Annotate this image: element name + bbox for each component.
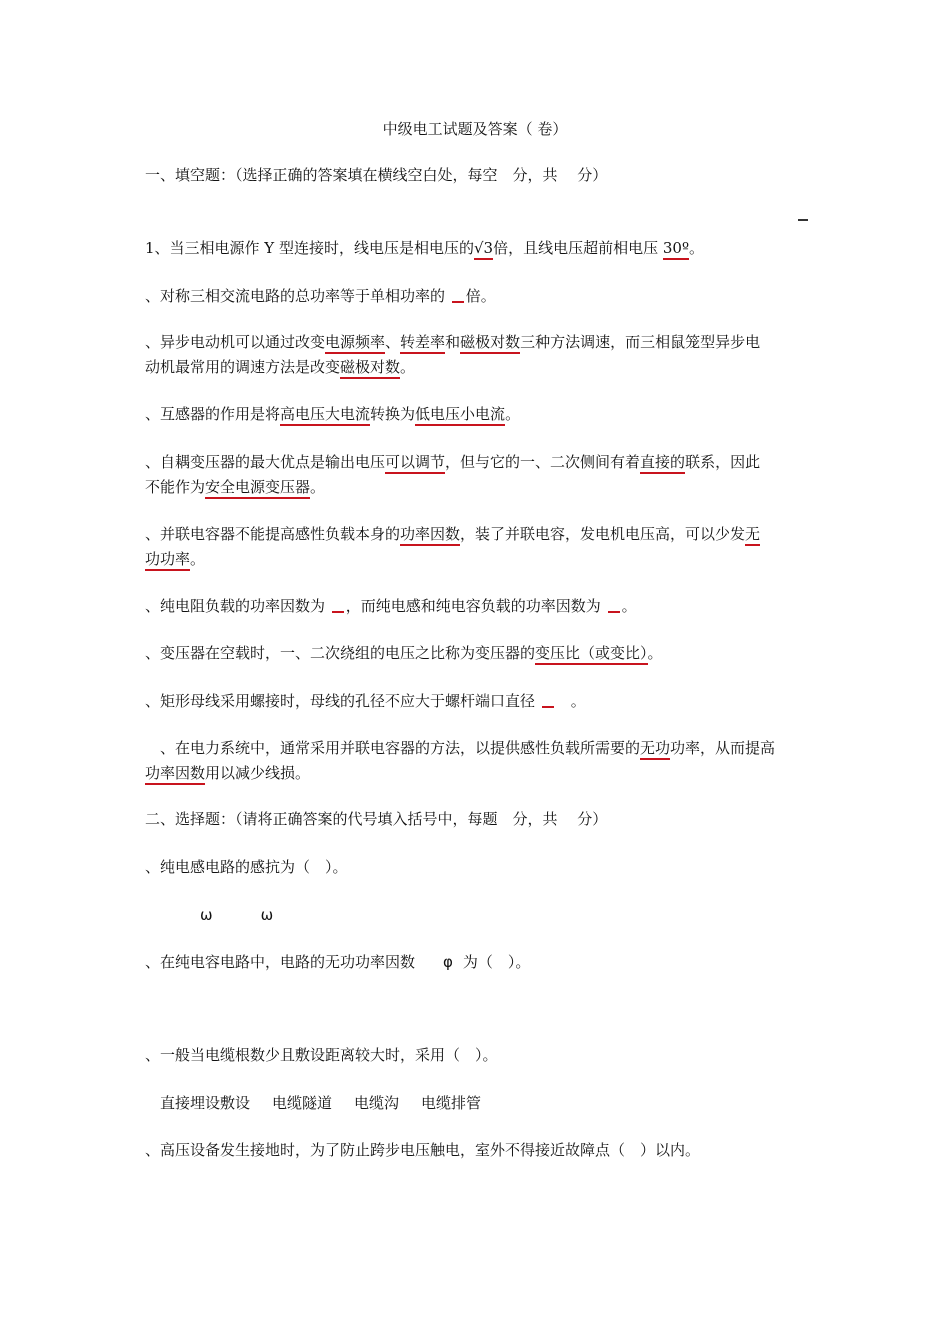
question-4 <box>145 402 810 427</box>
question-2 <box>145 284 810 309</box>
margin-mark <box>798 219 808 221</box>
q3-answer-4: 磁极对数 <box>340 358 400 379</box>
question-8 <box>145 641 810 666</box>
question-1 <box>145 236 810 261</box>
q9-blank <box>542 690 554 708</box>
q2-blank <box>452 285 464 303</box>
question-5 <box>145 450 810 475</box>
q6-text: ，装了并联电容，发电机电压高，可以少发 <box>460 525 746 543</box>
choice-4: 、高压设备发生接地时，为了防止跨步电压触电，室外不得接近故障点（ ）以内。 <box>145 1141 701 1159</box>
q8-text: 、变压器在空载时，一、二次绕组的电压之比称为变压器的 <box>145 644 536 662</box>
phi-symbol: φ <box>443 953 453 971</box>
question-9 <box>145 689 810 714</box>
q1-answer-2: 30º <box>663 239 689 260</box>
section-1-heading: 一、填空题：（选择正确的答案填在横线空白处，每空 分，共 分） <box>145 166 608 184</box>
q10-text: 功率，从而提高 <box>670 739 776 757</box>
question-10-line-2 <box>145 761 810 786</box>
question-3 <box>145 330 810 355</box>
q10-answer-1: 无功 <box>640 739 670 760</box>
q3-text: 、 <box>385 333 401 351</box>
question-5-line-2 <box>145 475 810 500</box>
q3-answer-2: 转差率 <box>400 333 445 354</box>
question-6-line-2 <box>145 547 810 572</box>
q4-answer-2: 低电压小电流 <box>415 405 505 426</box>
question-6 <box>145 522 810 547</box>
q3-text: 动机最常用的调速方法是改变 <box>145 358 341 376</box>
q5-text: ，但与它的一、二次侧间有着 <box>445 453 641 471</box>
question-3-line-2 <box>145 355 810 380</box>
q5-text: 。 <box>310 478 326 496</box>
q5-answer-3: 安全电源变压器 <box>205 478 310 499</box>
q1-answer-1: √3 <box>474 239 493 260</box>
choice-3-option: 直接埋设敷设 <box>160 1094 251 1112</box>
q1-text: 1、当三相电源作 Y 型连接时，线电压是相电压的 <box>145 239 474 257</box>
q1-text: 。 <box>689 239 705 257</box>
q5-answer-2: 直接的 <box>640 453 685 474</box>
q4-text: 转换为 <box>370 405 416 423</box>
q7-text: ，而纯电感和纯电容负载的功率因数为 <box>345 597 606 615</box>
section-2-heading: 二、选择题：（请将正确答案的代号填入括号中，每题 分，共 分） <box>145 810 608 828</box>
q1-text: 倍，且线电压超前相电压 <box>493 239 663 257</box>
q10-text: 用以减少线损。 <box>205 764 311 782</box>
q5-text: 联系，因此 <box>685 453 761 471</box>
choice-2 <box>145 950 810 975</box>
q3-text: 、异步电动机可以通过改变 <box>145 333 326 351</box>
choice-3: 、一般当电缆根数少且敷设距离较大时，采用（ ）。 <box>145 1046 498 1064</box>
q2-text: 、对称三相交流电路的总功率等于单相功率的 <box>145 287 450 305</box>
choice-1-option-1: ω <box>200 906 213 924</box>
q3-answer-3: 磁极对数 <box>460 333 520 354</box>
choice-3-options <box>160 1091 825 1116</box>
q9-text: 、矩形母线采用螺接时，母线的孔径不应大于螺杆端口直径 <box>145 692 540 710</box>
q5-text: 、自耦变压器的最大优点是输出电压 <box>145 453 386 471</box>
q7-blank-2 <box>608 595 620 613</box>
choice-1-option-2: ω <box>260 906 274 924</box>
choice-3-option: 电缆沟 <box>354 1094 400 1112</box>
q2-text: 倍。 <box>465 287 496 305</box>
q10-text: 、在电力系统中，通常采用并联电容器的方法，以提供感性负载所需要的 <box>145 739 641 757</box>
choice-2-text: 、在纯电容电路中，电路的无功功率因数 <box>145 953 416 971</box>
question-7 <box>145 594 810 619</box>
q9-text: 。 <box>555 692 586 710</box>
q3-answer-1: 电源频率 <box>325 333 385 354</box>
q7-text: 、纯电阻负载的功率因数为 <box>145 597 330 615</box>
choice-2-text: 为（ ）。 <box>462 953 531 971</box>
q8-text: 。 <box>647 644 663 662</box>
choice-3-option: 电缆排管 <box>421 1094 482 1112</box>
q3-text: 。 <box>400 358 416 376</box>
q8-answer-1: 变压比（或变比） <box>535 644 648 665</box>
q6-answer-2: 无 <box>745 525 760 546</box>
q10-answer-2: 功率因数 <box>145 764 205 785</box>
q7-blank-1 <box>332 595 344 613</box>
question-10 <box>145 736 810 761</box>
q6-text: 、并联电容器不能提高感性负载本身的 <box>145 525 401 543</box>
q5-text: 不能作为 <box>145 478 206 496</box>
q4-answer-1: 高电压大电流 <box>280 405 370 426</box>
q3-text: 三种方法调速，而三相鼠笼型异步电 <box>520 333 761 351</box>
q6-answer-2-cont: 功功率 <box>145 550 190 571</box>
choice-3-option: 电缆隧道 <box>272 1094 333 1112</box>
q6-text: 。 <box>190 550 206 568</box>
q6-answer-1: 功率因数 <box>400 525 460 546</box>
q5-answer-1: 可以调节 <box>385 453 445 474</box>
choice-1: 、纯电感电路的感抗为（ ）。 <box>145 858 348 876</box>
choice-1-options <box>200 903 865 928</box>
q7-text: 。 <box>621 597 637 615</box>
q4-text: 。 <box>505 405 521 423</box>
q4-text: 、互感器的作用是将 <box>145 405 281 423</box>
page-title: 中级电工试题及答案（ 卷） <box>382 120 568 138</box>
q3-text: 和 <box>445 333 461 351</box>
